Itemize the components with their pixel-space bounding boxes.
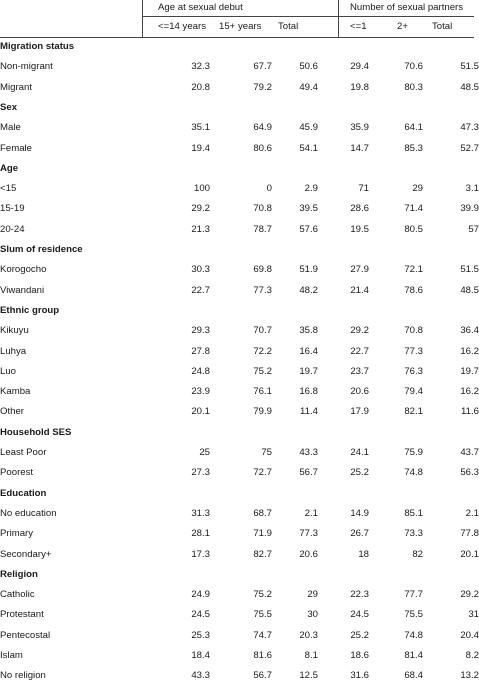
header-divider-left [142, 0, 143, 38]
row-label: Catholic [0, 589, 35, 600]
cell-value: 19.7 [299, 366, 318, 377]
cell-value: 70.8 [253, 203, 272, 214]
cell-value: 75.2 [253, 589, 272, 600]
table-row [0, 61, 479, 73]
cell-value: 14.9 [350, 508, 369, 519]
cell-value: 8.2 [465, 650, 479, 661]
row-label: Non-migrant [0, 61, 53, 72]
cell-value: 74.8 [404, 467, 423, 478]
row-label: Pentecostal [0, 630, 51, 641]
row-label: Male [0, 122, 21, 133]
cell-value: 51.5 [460, 264, 479, 275]
section-heading: Education [0, 488, 47, 499]
cell-value: 8.1 [304, 650, 318, 661]
cell-value: 28.1 [191, 528, 210, 539]
section-heading: Household SES [0, 427, 72, 438]
cell-value: 50.6 [299, 61, 318, 72]
section-heading: Migration status [0, 41, 75, 52]
cell-value: 43.3 [191, 670, 210, 681]
cell-value: 68.4 [404, 670, 423, 681]
cell-value: 43.7 [460, 447, 479, 458]
cell-value: 11.6 [461, 406, 479, 417]
cell-value: 29.2 [460, 589, 479, 600]
cell-value: 11.4 [300, 406, 318, 417]
cell-value: 76.3 [404, 366, 423, 377]
cell-value: 48.2 [299, 285, 318, 296]
cell-value: 17.3 [191, 549, 210, 560]
cell-value: 18.6 [350, 650, 369, 661]
cell-value: 80.6 [253, 143, 272, 154]
table-row [0, 508, 479, 520]
cell-value: 20.8 [191, 82, 210, 93]
table-row [0, 467, 479, 479]
cell-value: 25.2 [350, 630, 369, 641]
section-heading: Slum of residence [0, 244, 83, 255]
table-row [0, 609, 479, 621]
row-label: Kikuyu [0, 325, 29, 336]
cell-value: 56.7 [253, 670, 272, 681]
cell-value: 68.7 [253, 508, 272, 519]
cell-value: 14.7 [350, 143, 369, 154]
cell-value: 28.6 [350, 203, 369, 214]
cell-value: 85.1 [404, 508, 423, 519]
cell-value: 19.5 [350, 224, 369, 235]
table-row [0, 224, 479, 236]
cell-value: 73.3 [404, 528, 423, 539]
cell-value: 19.7 [460, 366, 479, 377]
table-row [0, 670, 479, 682]
cell-value: 75.5 [404, 609, 423, 620]
row-label: Least Poor [0, 447, 47, 458]
cell-value: 32.3 [191, 61, 210, 72]
row-label: 15-19 [0, 203, 25, 214]
table-row [0, 650, 479, 662]
cell-value: 25.3 [191, 630, 210, 641]
cell-value: 77.3 [299, 528, 318, 539]
cell-value: 19.8 [350, 82, 369, 93]
cell-value: 74.8 [404, 630, 423, 641]
row-label: Korogocho [0, 264, 47, 275]
cell-value: 75 [261, 447, 272, 458]
cell-value: 18.4 [191, 650, 210, 661]
col-header-total-2: Total [432, 21, 453, 32]
cell-value: 39.5 [299, 203, 318, 214]
cell-value: 30.3 [191, 264, 210, 275]
cell-value: 30 [307, 609, 318, 620]
cell-value: 72.1 [404, 264, 423, 275]
row-label: Poorest [0, 467, 34, 478]
table-row [0, 589, 479, 601]
section-heading: Age [0, 163, 19, 174]
cell-value: 75.9 [404, 447, 423, 458]
cell-value: 0 [266, 183, 272, 194]
cell-value: 78.6 [404, 285, 423, 296]
cell-value: 79.2 [253, 82, 272, 93]
cell-value: 22.7 [350, 346, 369, 357]
header-bottom-rule [0, 37, 474, 38]
cell-value: 2.1 [465, 508, 479, 519]
cell-value: 85.3 [404, 143, 423, 154]
cell-value: 77.8 [460, 528, 479, 539]
cell-value: 20.6 [350, 386, 369, 397]
section-heading: Sex [0, 102, 18, 113]
section-heading: Ethnic group [0, 305, 60, 316]
row-label: No education [0, 508, 57, 519]
cell-value: 56.7 [299, 467, 318, 478]
cell-value: 74.7 [253, 630, 272, 641]
cell-value: 24.9 [191, 589, 210, 600]
cell-value: 26.7 [350, 528, 369, 539]
cell-value: 70.7 [253, 325, 272, 336]
cell-value: 35.9 [350, 122, 369, 133]
table-row [0, 406, 479, 418]
cell-value: 56.3 [460, 467, 479, 478]
cell-value: 20.4 [460, 630, 479, 641]
cell-value: 21.3 [191, 224, 210, 235]
table-row [0, 386, 479, 398]
cell-value: 31.6 [350, 670, 369, 681]
cell-value: 27.3 [191, 467, 210, 478]
cell-value: 24.1 [350, 447, 369, 458]
cell-value: 2.9 [304, 183, 318, 194]
cell-value: 69.8 [253, 264, 272, 275]
row-label: Secondary+ [0, 549, 52, 560]
cell-value: 77.3 [404, 346, 423, 357]
cell-value: 35.8 [299, 325, 318, 336]
cell-value: 16.2 [460, 346, 479, 357]
cell-value: 31.3 [191, 508, 210, 519]
table-row [0, 366, 479, 378]
cell-value: 2.1 [304, 508, 318, 519]
cell-value: 81.4 [404, 650, 423, 661]
cell-value: 24.5 [191, 609, 210, 620]
cell-value: 79.9 [253, 406, 272, 417]
table-row [0, 285, 479, 297]
cell-value: 57.6 [299, 224, 318, 235]
cell-value: 39.9 [460, 203, 479, 214]
cell-value: 80.3 [404, 82, 423, 93]
section-heading: Religion [0, 569, 38, 580]
cell-value: 16.8 [299, 386, 318, 397]
cell-value: 22.7 [191, 285, 210, 296]
cell-value: 31 [468, 609, 479, 620]
cell-value: 19.4 [191, 143, 210, 154]
cell-value: 52.7 [460, 143, 479, 154]
cell-value: 82.7 [253, 549, 272, 560]
table-row [0, 82, 479, 94]
cell-value: 72.2 [253, 346, 272, 357]
cell-value: 77.7 [404, 589, 423, 600]
cell-value: 71.9 [253, 528, 272, 539]
table-row [0, 528, 479, 540]
cell-value: 25.2 [350, 467, 369, 478]
col-header-total-1: Total [278, 21, 299, 32]
col-header-le1: <=1 [350, 21, 367, 32]
row-label: No religion [0, 670, 46, 681]
cell-value: 35.1 [191, 122, 210, 133]
cell-value: 64.9 [253, 122, 272, 133]
cell-value: 76.1 [253, 386, 272, 397]
cell-value: 75.5 [253, 609, 272, 620]
cell-value: 20.6 [299, 549, 318, 560]
cell-value: 71.4 [404, 203, 423, 214]
cell-value: 21.4 [350, 285, 369, 296]
cell-value: 70.8 [404, 325, 423, 336]
cell-value: 77.3 [253, 285, 272, 296]
cell-value: 25 [199, 447, 210, 458]
cell-value: 48.5 [460, 82, 479, 93]
cell-value: 75.2 [253, 366, 272, 377]
table-row [0, 346, 479, 358]
cell-value: 100 [193, 183, 210, 194]
cell-value: 82.1 [404, 406, 423, 417]
row-label: Female [0, 143, 32, 154]
row-label: Migrant [0, 82, 32, 93]
table-row [0, 549, 479, 561]
row-label: Luhya [0, 346, 27, 357]
cell-value: 20.1 [460, 549, 479, 560]
cell-value: 12.5 [299, 670, 318, 681]
col-header-le14: <=14 years [158, 21, 207, 32]
cell-value: 23.9 [191, 386, 210, 397]
cell-value: 43.3 [299, 447, 318, 458]
cell-value: 78.7 [253, 224, 272, 235]
cell-value: 82 [412, 549, 423, 560]
cell-value: 54.1 [299, 143, 318, 154]
group-header-sexual-partners: Number of sexual partners [350, 2, 464, 13]
group-header-age-debut: Age at sexual debut [158, 2, 243, 13]
row-label: Luo [0, 366, 17, 377]
cell-value: 3.1 [465, 183, 479, 194]
cell-value: 20.1 [191, 406, 210, 417]
cell-value: 24.5 [350, 609, 369, 620]
table-row [0, 143, 479, 155]
row-label: Viwandani [0, 285, 45, 296]
table-header [0, 0, 474, 38]
row-label: 20-24 [0, 224, 25, 235]
row-label: Primary [0, 528, 34, 539]
cell-value: 71 [358, 183, 369, 194]
cell-value: 57 [468, 224, 479, 235]
cell-value: 23.7 [350, 366, 369, 377]
cell-value: 47.3 [460, 122, 479, 133]
cell-value: 70.6 [404, 61, 423, 72]
cell-value: 20.3 [299, 630, 318, 641]
cell-value: 67.7 [253, 61, 272, 72]
cell-value: 29 [307, 589, 318, 600]
group-underline [142, 16, 474, 17]
cell-value: 29.2 [191, 203, 210, 214]
table-row [0, 630, 479, 642]
row-label: Kamba [0, 386, 31, 397]
table-row [0, 264, 479, 276]
cell-value: 64.1 [404, 122, 423, 133]
cell-value: 81.6 [253, 650, 272, 661]
cell-value: 72.7 [253, 467, 272, 478]
header-divider-mid [338, 0, 339, 38]
cell-value: 22.3 [350, 589, 369, 600]
cell-value: 16.4 [299, 346, 318, 357]
cell-value: 29.2 [350, 325, 369, 336]
cell-value: 27.9 [350, 264, 369, 275]
cell-value: 17.9 [350, 406, 369, 417]
row-label: <15 [0, 183, 17, 194]
cell-value: 16.2 [460, 386, 479, 397]
cell-value: 45.9 [299, 122, 318, 133]
table-row [0, 447, 479, 459]
cell-value: 51.9 [299, 264, 318, 275]
cell-value: 29.3 [191, 325, 210, 336]
cell-value: 24.8 [191, 366, 210, 377]
cell-value: 29 [412, 183, 423, 194]
cell-value: 48.5 [460, 285, 479, 296]
cell-value: 51.5 [460, 61, 479, 72]
cell-value: 80.5 [404, 224, 423, 235]
cell-value: 27.8 [191, 346, 210, 357]
table-row [0, 325, 479, 337]
row-label: Other [0, 406, 24, 417]
col-header-2plus: 2+ [397, 21, 408, 32]
cell-value: 79.4 [404, 386, 423, 397]
cell-value: 36.4 [460, 325, 479, 336]
col-header-15plus: 15+ years [219, 21, 262, 32]
table-row [0, 183, 479, 195]
cell-value: 13.2 [460, 670, 479, 681]
row-label: Islam [0, 650, 23, 661]
row-label: Protestant [0, 609, 44, 620]
table-row [0, 122, 479, 134]
cell-value: 18 [358, 549, 369, 560]
table-row [0, 203, 479, 215]
cell-value: 29.4 [350, 61, 369, 72]
cell-value: 49.4 [299, 82, 318, 93]
